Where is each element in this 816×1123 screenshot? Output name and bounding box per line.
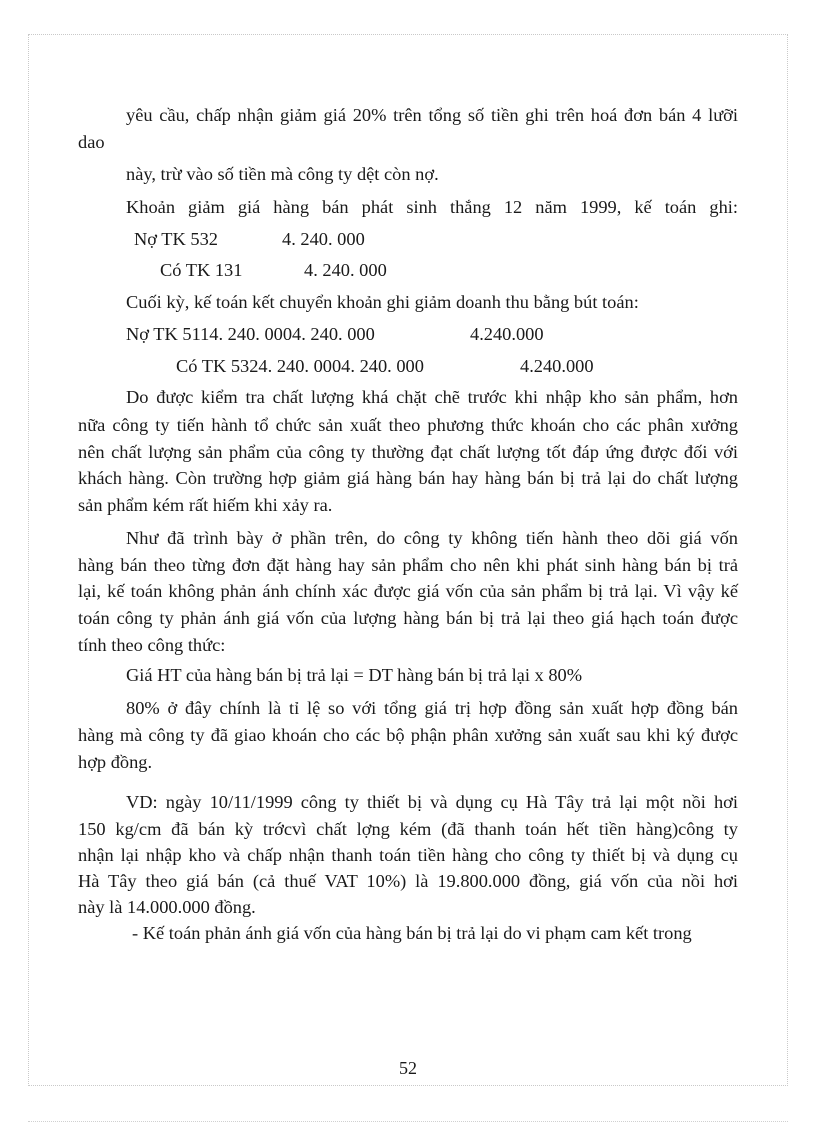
text-line: này là 14.000.000 đồng. <box>78 897 256 917</box>
page-number: 52 <box>399 1058 417 1078</box>
text-line: Do được kiểm tra chất lượng khá chặt chẽ trước khi nhập kho sản phẩm, hơn <box>126 387 738 407</box>
text-line: 80% ở đây chính là tỉ lệ so với tổng giá trị hợp đồng sản xuất hợp đồng bán <box>126 698 738 718</box>
journal-debit-amount: 4. 240. 000 <box>282 229 365 249</box>
text-line: 150 kg/cm đã bán kỳ trớcvì chất lợng kém (đã thanh toán hết tiền hàng)công ty <box>78 819 738 839</box>
text-line: hàng bán theo từng đơn đặt hàng hay sản phẩm cho nên khi phát sinh hàng bán bị trả <box>78 555 738 575</box>
text-line: hợp đồng. <box>78 752 153 772</box>
text-line: dao <box>78 132 105 152</box>
journal-credit-account: Có TK 131 <box>160 260 243 280</box>
text-line: nữa công ty tiến hành tổ chức sản xuất theo phương thức khoán cho các phân xưởng <box>78 415 738 435</box>
text-line: nhận lại nhập kho và chấp nhận thanh toán tiền hàng cho công ty thiết bị và dụng cụ <box>78 845 738 865</box>
text-line: toán công ty phản ánh giá vốn của lượng hàng bán bị trả lại theo giá hạch toán được <box>78 608 738 628</box>
text-line: nên chất lượng sản phẩm của công ty thường đạt chất lượng tốt đáp ứng được đối với <box>78 442 738 462</box>
text-line: Khoản giảm giá hàng bán phát sinh thắng 12 năm 1999, kế toán ghi: <box>126 197 738 217</box>
text-line: yêu cầu, chấp nhận giảm giá 20% trên tổng số tiền ghi trên hoá đơn bán 4 lưỡi <box>126 105 738 125</box>
text-line: Như đã trình bày ở phần trên, do công ty không tiến hành theo dõi giá vốn <box>126 528 738 548</box>
text-line: sản phẩm kém rất hiếm khi xảy ra. <box>78 495 333 515</box>
text-line: hàng mà công ty đã giao khoán cho các bộ phận phân xưởng sản xuất sau khi ký được <box>78 725 738 745</box>
text-line: tính theo công thức: <box>78 635 226 655</box>
text-line: Cuối kỳ, kế toán kết chuyển khoản ghi giảm doanh thu bằng bút toán: <box>126 292 639 312</box>
journal-debit-account: Nợ TK 5114. 240. 0004. 240. 000 <box>126 324 375 344</box>
text-line: - Kế toán phản ánh giá vốn của hàng bán bị trả lại do vi phạm cam kết trong <box>132 923 692 943</box>
text-line: này, trừ vào số tiền mà công ty dệt còn nợ. <box>126 164 439 184</box>
text-line: VD: ngày 10/11/1999 công ty thiết bị và dụng cụ Hà Tây trả lại một nồi hơi <box>126 792 738 812</box>
footer-divider <box>28 1121 788 1122</box>
text-line: Hà Tây theo giá bán (cả thuế VAT 10%) là 19.800.000 đồng, giá vốn của nồi hơi <box>78 871 738 891</box>
formula-line: Giá HT của hàng bán bị trả lại = DT hàng bán bị trả lại x 80% <box>126 665 583 685</box>
journal-credit-amount: 4.240.000 <box>520 356 594 376</box>
journal-credit-amount: 4. 240. 000 <box>304 260 387 280</box>
text-line: khách hàng. Còn trường hợp giảm giá hàng bán hay hàng bán bị trả lại do chất lượng <box>78 468 738 488</box>
text-line: lại, kế toán không phản ánh chính xác được giá vốn của sản phẩm bị trả lại. Vì vậy kế <box>78 581 738 601</box>
journal-debit-amount: 4.240.000 <box>470 324 544 344</box>
journal-credit-account: Có TK 5324. 240. 0004. 240. 000 <box>176 356 424 376</box>
journal-debit-account: Nợ TK 532 <box>134 229 218 249</box>
